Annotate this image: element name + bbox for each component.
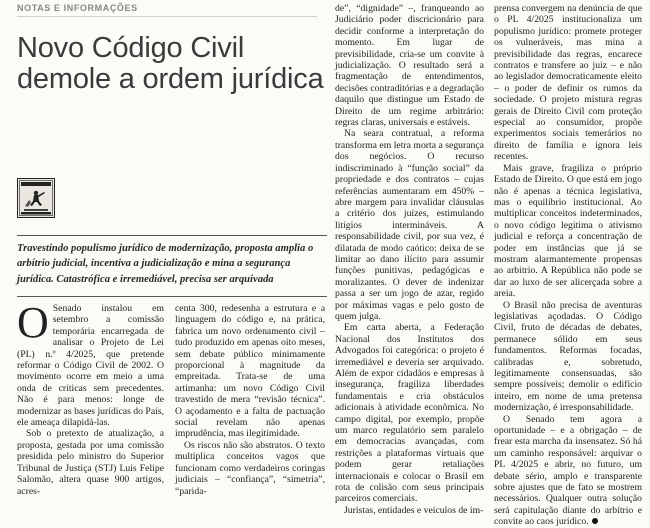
article-column-3	[335, 3, 484, 516]
paragraph: Os riscos não são abstratos. O texto multiplica conceitos vagos que funcionam como verdadeiros coringas judiciais – “confiança”, “simetria”, “parida-	[175, 439, 325, 497]
article-column-1	[17, 298, 164, 497]
article-title: Novo Código Civil demole a ordem jurídica	[17, 32, 324, 95]
article-column-2	[175, 303, 325, 497]
sao-paulo-state-seal-icon	[17, 178, 55, 218]
paragraph: O Senado tem agora a oportunidade – e a obrigação – de frear esta marcha da insensatez. Só há um caminho responsável: arquivar o PL 4/2025 e abrir, no futuro, um debate sério, amplo e transparente sobre ajustes que de fato se mostrem necessários. Qualquer outra solução será capitulação diante do arbítrio e convite ao caos jurídico.	[494, 413, 642, 528]
paragraph: Mais grave, fragiliza o próprio Estado de Direito. O que está em jogo não é apenas a técnica legislativa, mas o equilíbrio institucional. Ao multiplicar conceitos indeterminados, o novo código legitima o ativismo judicial e reforça a concentração de poder em instâncias que já se mostram alarmantemente propensas ao arbítrio. A República não pode se dar ao luxo de ser alicerçada sobre a areia.	[494, 162, 642, 300]
subhead-top-rule	[17, 235, 327, 236]
paragraph: de”, “dignidade” –, franqueando ao Judiciário poder discricionário para decidir conforme a interpretação do momento. Em lugar de previsibilidade, cria-se um convite à judicialização. O resultado será a fragmentação de entendimentos, decisões contraditórias e a degradação daquilo que distingue um Estado de Direito de um regime arbitrário: regras claras, universais e estáveis.	[335, 3, 484, 129]
header-rule	[17, 16, 317, 17]
section-label: NOTAS E INFORMAÇÕES	[17, 3, 138, 13]
paragraph: Sob o pretexto de atualização, a proposta, gestada por uma comissão presidida pelo ministro do Superior Tribunal de Justiça (STJ) Luis Felipe Salomão, altera quase 900 artigos, acres-	[17, 428, 164, 497]
paragraph: Em carta aberta, a Federação Nacional dos Institutos dos Advogados foi categórica: o projeto é irremediável e deveria ser arquivado. Além de expor cidadãos e empresas à insegurança, fragiliza liberdades fundamentais e cria obstáculos adicionais à atividade econômica. No campo digital, por exemplo, propõe um marco regulatório sem paralelo em democracias avançadas, com restrições a plataformas virtuais que podem gerar retaliações internacionais e colocar o Brasil em rota de colisão com seus principais parceiros comerciais.	[335, 322, 484, 505]
paragraph: O Brasil não precisa de aventuras legislativas açodadas. O Código Civil, fruto de décadas de debates, permanece sólido em seus fundamentos. Reformas focadas, calibradas e, sobretudo, legitimamente consensuadas, são sempre possíveis; demolir o edifício inteiro, em nome de uma pretensa modernização, é irresponsabilidade.	[494, 299, 642, 414]
drop-cap: O	[17, 298, 49, 347]
paragraph: Juristas, entidades e veículos de im-	[344, 504, 484, 516]
paragraph: prensa convergem na denúncia de que o PL 4/2025 institucionaliza um populismo jurídico: promete proteger os vulneráveis, mas mina a previsibilidade das regras, encarece contratos e transfere ao juiz – e não ao legislador democraticamente eleito – o poder de definir os rumos da sociedade. O projeto mistura regras gerais de Direito Civil com proteção especial ao consumidor, propõe experimentos sociais temerários no direito de família e ignora leis recentes.	[494, 3, 642, 163]
paragraph: centa 300, redesenha a estrutura e a linguagem do código e, na prática, fabrica um novo ordenamento civil – tudo produzido em apenas oito meses, sem debate público minimamente proporcional à magnitude da empreitada. Trata-se de uma artimanha: um novo Código Civil travestido de mera “revisão técnica”. O açodamento e a falta de pactuação social revelam não apenas imprudência, mas ilegitimidade.	[175, 303, 325, 440]
subhead-bottom-rule	[17, 296, 327, 297]
paragraph: O Senado instalou em setembro a comissão temporária encarregada de analisar o Projeto de Lei (PL) n.º 4/2025, que pretende reformar o Código Civil de 2002. O movimento ocorre em meio a uma onda de críticas sem precedentes. Não é para menos: longe de modernizar as bases jurídicas do País, ele ameaça dilapidá-las.	[17, 298, 164, 429]
article-subhead: Travestindo populismo jurídico de modernização, proposta amplia o arbítrio judicial, incentiva a judicialização e mina a segurança jurídica. Catastrófica e irremediável, precisa ser arquivada	[17, 243, 314, 285]
article-column-4	[494, 3, 642, 528]
end-of-article-icon	[592, 518, 598, 524]
paragraph: Na seara contratual, a reforma transforma em letra morta a segurança dos negócios. O recurso indiscriminado à “função social” da propriedade e dos contratos – cujas referências aumentaram em 450% – abre margem para invalidar cláusulas a critério dos juízes, estimulando litígios intermináveis. A responsabilidade civil, por sua vez, é dilatada de modo caótico: deixa de se limitar ao dano ilícito para assumir funções punitivas, pedagógicas e moralizantes. O dever de indenizar passa a ser um jogo de azar, regido por máximas vagas e pelo gosto de quem julga.	[335, 128, 484, 322]
